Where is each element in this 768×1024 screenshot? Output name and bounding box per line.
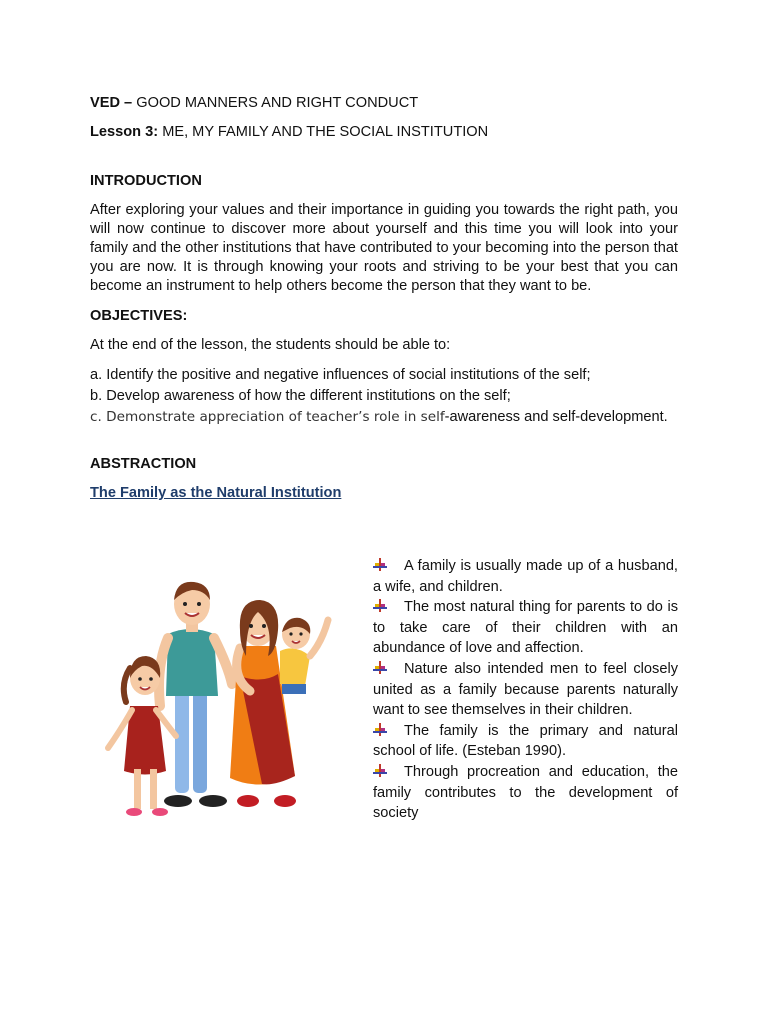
- list-item: [373, 762, 678, 824]
- bullet-text: The most natural thing for parents to do is to take care of their children with an abundance of love and affection.: [373, 599, 678, 657]
- subject-title: GOOD MANNERS AND RIGHT CONDUCT: [136, 95, 419, 111]
- bullet-text: Through procreation and education, the family contributes to the development of society: [373, 763, 678, 822]
- objectives-list: [90, 365, 678, 428]
- bullet-text: The family is the primary and natural school of life. (Esteban 1990).: [373, 722, 678, 760]
- colored-cross-bullet-icon: [373, 557, 387, 570]
- list-item: [373, 659, 678, 721]
- colored-cross-bullet-icon: [373, 660, 387, 673]
- colored-cross-bullet-icon: [373, 722, 387, 735]
- family-facts-list: [373, 556, 678, 824]
- lesson-title: ME, MY FAMILY AND THE SOCIAL INSTITUTION: [162, 124, 489, 140]
- subject-label: VED –: [90, 95, 133, 111]
- colored-cross-bullet-icon: [373, 598, 387, 611]
- objective-item-c: [90, 407, 678, 428]
- objective-item-a: a. Identify the positive and negative influences of social institutions of the self;: [90, 367, 591, 383]
- colored-cross-bullet-icon: [373, 763, 387, 776]
- introduction-heading: INTRODUCTION: [90, 173, 202, 189]
- list-item: [373, 556, 678, 597]
- objective-item-c-suffix: -awareness and self-development.: [444, 409, 668, 425]
- family-illustration: [90, 556, 360, 836]
- lesson-label: Lesson 3:: [90, 124, 159, 140]
- objective-item-b: b. Develop awareness of how the different institutions on the self;: [90, 388, 511, 404]
- bullet-text: A family is usually made up of a husband, a wife, and children.: [373, 558, 678, 595]
- list-item: [373, 721, 678, 762]
- bullet-text: Nature also intended men to feel closely united as a family because parents naturally want to see themselves in their children.: [373, 660, 678, 719]
- objectives-heading: OBJECTIVES:: [90, 308, 188, 324]
- family-institution-subheading: The Family as the Natural Institution: [90, 485, 342, 501]
- subject-header: [90, 93, 678, 113]
- list-item: [373, 597, 678, 659]
- introduction-paragraph: After exploring your values and their importance in guiding you towards the right path, you will now continue to discover more about yourself and this time you will look into your family and the other institutions that have contributed to your becoming into the person that you are now. It is through knowing your roots and striving to be your best that you can become an instrument to help others become the person that they want to be.: [90, 202, 678, 294]
- objectives-lead: At the end of the lesson, the students should be able to:: [90, 337, 451, 353]
- lesson-header: [90, 122, 678, 142]
- abstraction-heading: ABSTRACTION: [90, 456, 197, 472]
- objective-item-c-prefix: c. Demonstrate appreciation of teacher’s role in self: [90, 409, 445, 425]
- document-body: [90, 93, 678, 503]
